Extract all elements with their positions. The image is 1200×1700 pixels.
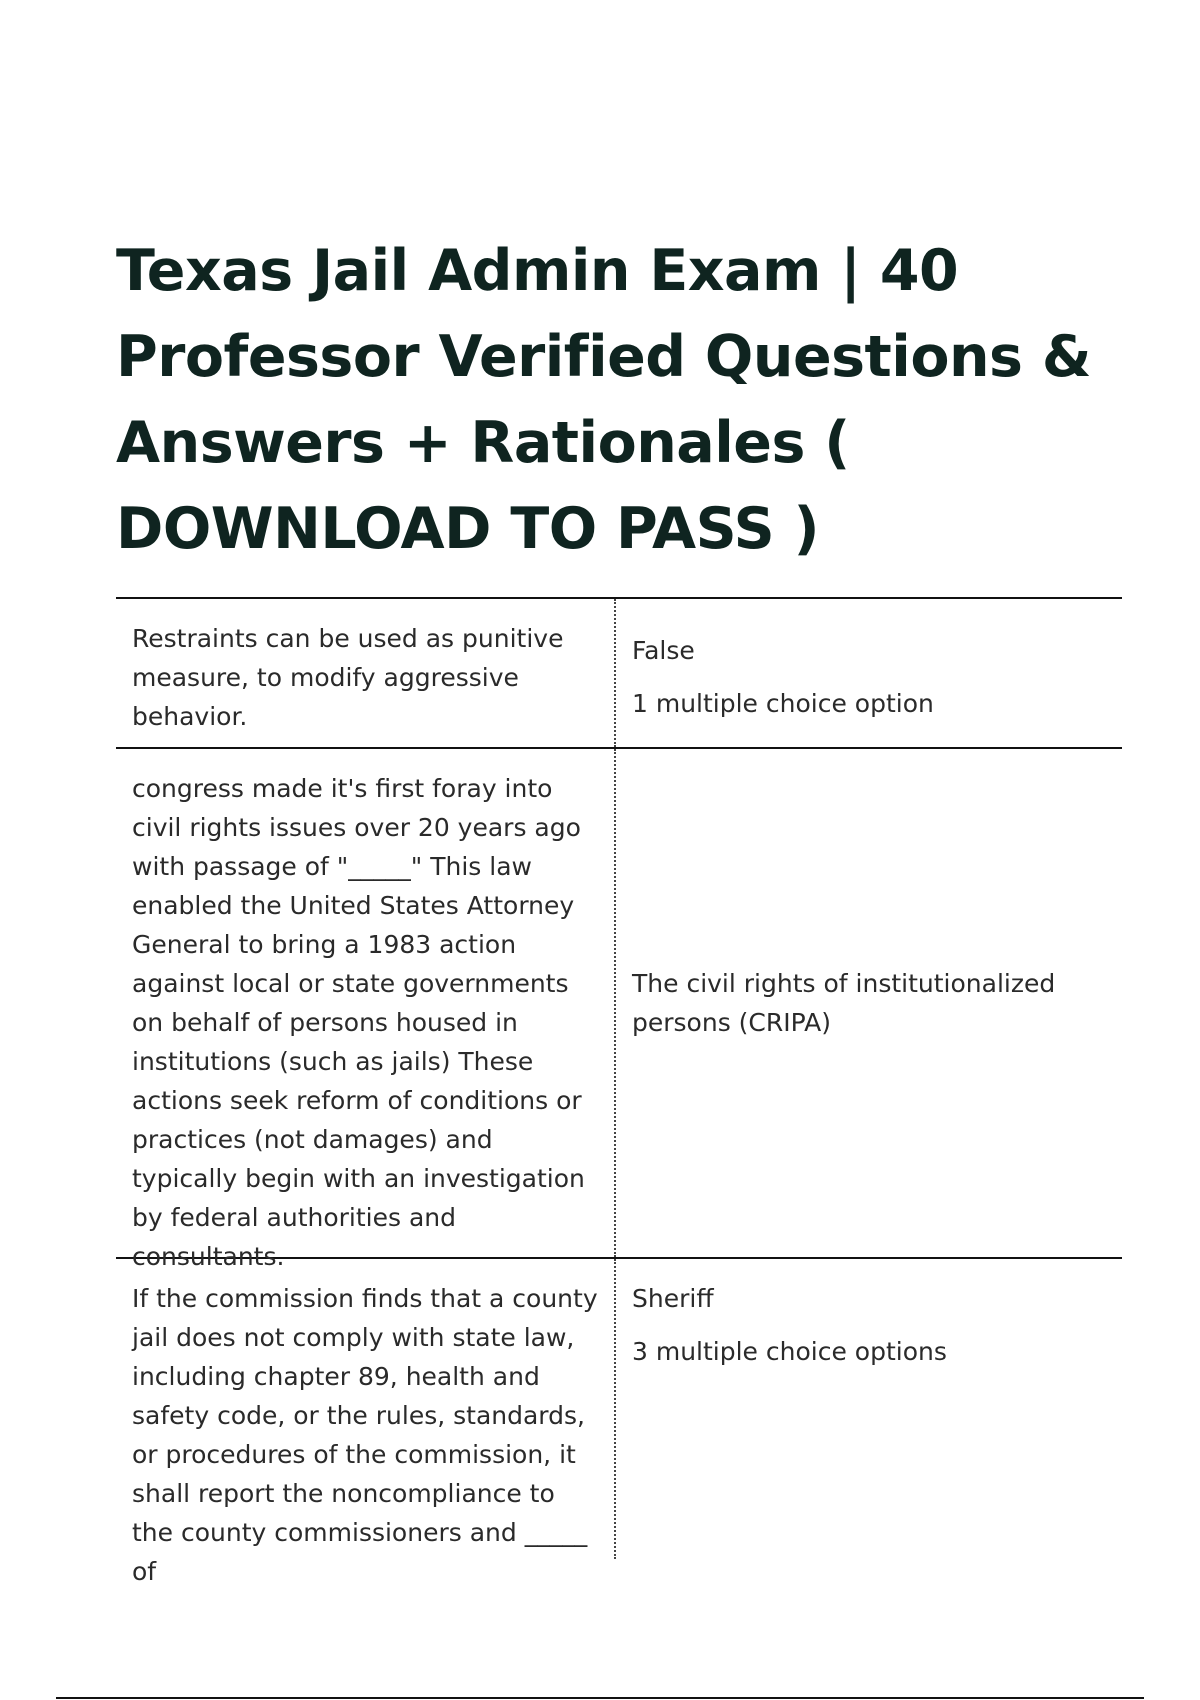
choice-count-note: 3 multiple choice options bbox=[632, 1337, 947, 1366]
flashcard-row bbox=[116, 1257, 1122, 1586]
answer-cell bbox=[616, 1259, 1122, 1559]
page-bottom-rule bbox=[56, 1697, 1144, 1699]
choice-count-note: 1 multiple choice option bbox=[632, 689, 934, 718]
answer-text: The civil rights of institutionalized persons (CRIPA) bbox=[632, 969, 1056, 1037]
answer-text: False bbox=[632, 636, 695, 665]
question-text: congress made it's first foray into civil rights issues over 20 years ago with passage of "_____" This law enabled the United States Attorney General to bring a 1983 action against local or state governments on behalf of persons housed in institutions (such as jails) These actions seek reform of conditions or practices (not damages) and typically begin with an investigation by federal authorities and consultants. bbox=[116, 749, 616, 1257]
question-text: Restraints can be used as punitive measure, to modify aggressive behavior. bbox=[116, 599, 616, 747]
answer-text: Sheriff bbox=[632, 1284, 714, 1313]
flashcard-row bbox=[116, 747, 1122, 1271]
flashcard-row bbox=[116, 597, 1122, 747]
document-title: Texas Jail Admin Exam | 40 Professor Verified Questions & Answers + Rationales ( DOWNLOAD TO PASS ) bbox=[116, 238, 1092, 562]
answer-cell bbox=[616, 749, 1122, 1257]
flashcard-table bbox=[116, 597, 1122, 1586]
question-text: If the commission finds that a county jail does not comply with state law, including chapter 89, health and safety code, or the rules, standards, or procedures of the commission, it shall report the noncompliance to the county commissioners and _____ of bbox=[116, 1259, 616, 1559]
answer-cell bbox=[616, 599, 1122, 747]
